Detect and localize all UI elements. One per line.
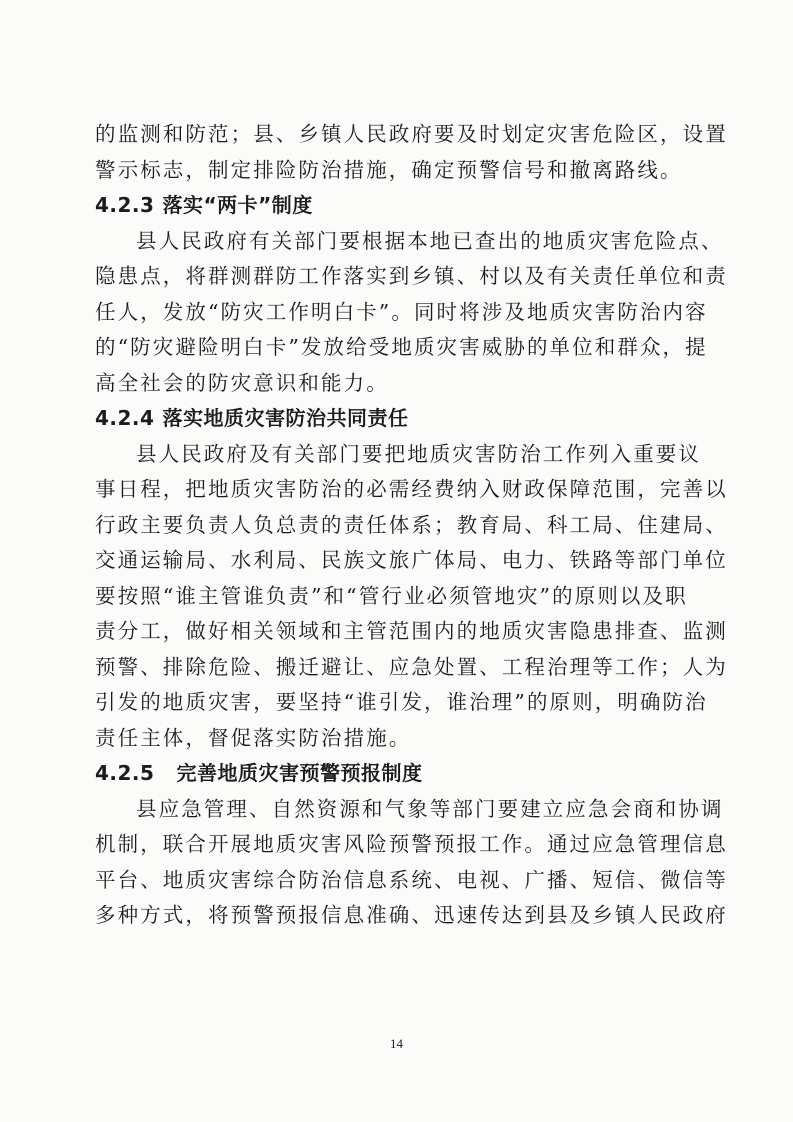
section-title: 落实“两卡”制度: [162, 193, 313, 217]
section-title: 完善地质灾害预警预报制度: [176, 761, 423, 785]
text-line: 任人，发放“防灾工作明白卡”。同时将涉及地质灾害防治内容: [95, 299, 708, 324]
text-line: 县应急管理、自然资源和气象等部门要建立应急会商和协调: [136, 796, 724, 821]
text-line: 引发的地质灾害，要坚持“谁引发，谁治理”的原则，明确防治: [95, 690, 708, 714]
section-number: 4.2.3: [95, 193, 155, 217]
text-line: 责分工，做好相关领域和主管范围内的地质灾害隐患排查、监测: [95, 619, 728, 643]
text-line: 要按照“谁主管谁负责”和“管行业必须管地灾”的原则以及职: [95, 583, 688, 608]
text-line: 机制，联合开展地质灾害风险预警预报工作。通过应急管理信息: [95, 832, 728, 856]
section-heading-4-2-3: [95, 188, 707, 224]
text-line: 的“防灾避险明白卡”发放给受地质灾害威胁的单位和群众，提: [95, 335, 708, 359]
page-number: 14: [390, 1036, 403, 1051]
text-line: 隐患点，将群测群防工作落实到乡镇、村以及有关责任单位和责: [95, 264, 728, 288]
document-body: [95, 117, 728, 934]
section-number: 4.2.4: [95, 406, 155, 430]
text-line: 事日程，把地质灾害防治的必需经费纳入财政保障范围，完善以: [95, 477, 728, 501]
section-number: 4.2.5: [95, 761, 155, 785]
text-line: 县人民政府及有关部门要把地质灾害防治工作列入重要议: [136, 441, 701, 466]
section-heading-4-2-4: [95, 401, 707, 437]
text-line: 高全社会的防灾意识和能力。: [95, 370, 389, 395]
paragraph-continuation: [95, 117, 728, 188]
text-line: 警示标志，制定排险防治措施，确定预警信号和撤离路线。: [95, 157, 683, 182]
paragraph-two-cards: [95, 224, 728, 402]
text-line: 多种方式，将预警预报信息准确、迅速传达到县及乡镇人民政府: [95, 903, 728, 927]
section-heading-4-2-5: [95, 756, 707, 792]
text-line: 平台、地质灾害综合防治信息系统、电视、广播、短信、微信等: [95, 867, 728, 892]
section-title: 落实地质灾害防治共同责任: [162, 406, 409, 430]
text-line: 行政主要负责人负总责的责任体系；教育局、科工局、住建局、: [95, 512, 728, 537]
text-line: 的监测和防范；县、乡镇人民政府要及时划定灾害危险区，设置: [95, 122, 728, 146]
paragraph-shared-responsibility: [95, 437, 728, 757]
paragraph-early-warning: [95, 792, 728, 934]
text-line: 交通运输局、水利局、民族文旅广体局、电力、铁路等部门单位: [95, 548, 728, 572]
text-line: 预警、排除危险、搬迁避让、应急处置、工程治理等工作；人为: [95, 654, 728, 679]
text-line: 责任主体，督促落实防治措施。: [95, 725, 412, 750]
text-line: 县人民政府有关部门要根据本地已查出的地质灾害危险点、: [136, 228, 724, 253]
